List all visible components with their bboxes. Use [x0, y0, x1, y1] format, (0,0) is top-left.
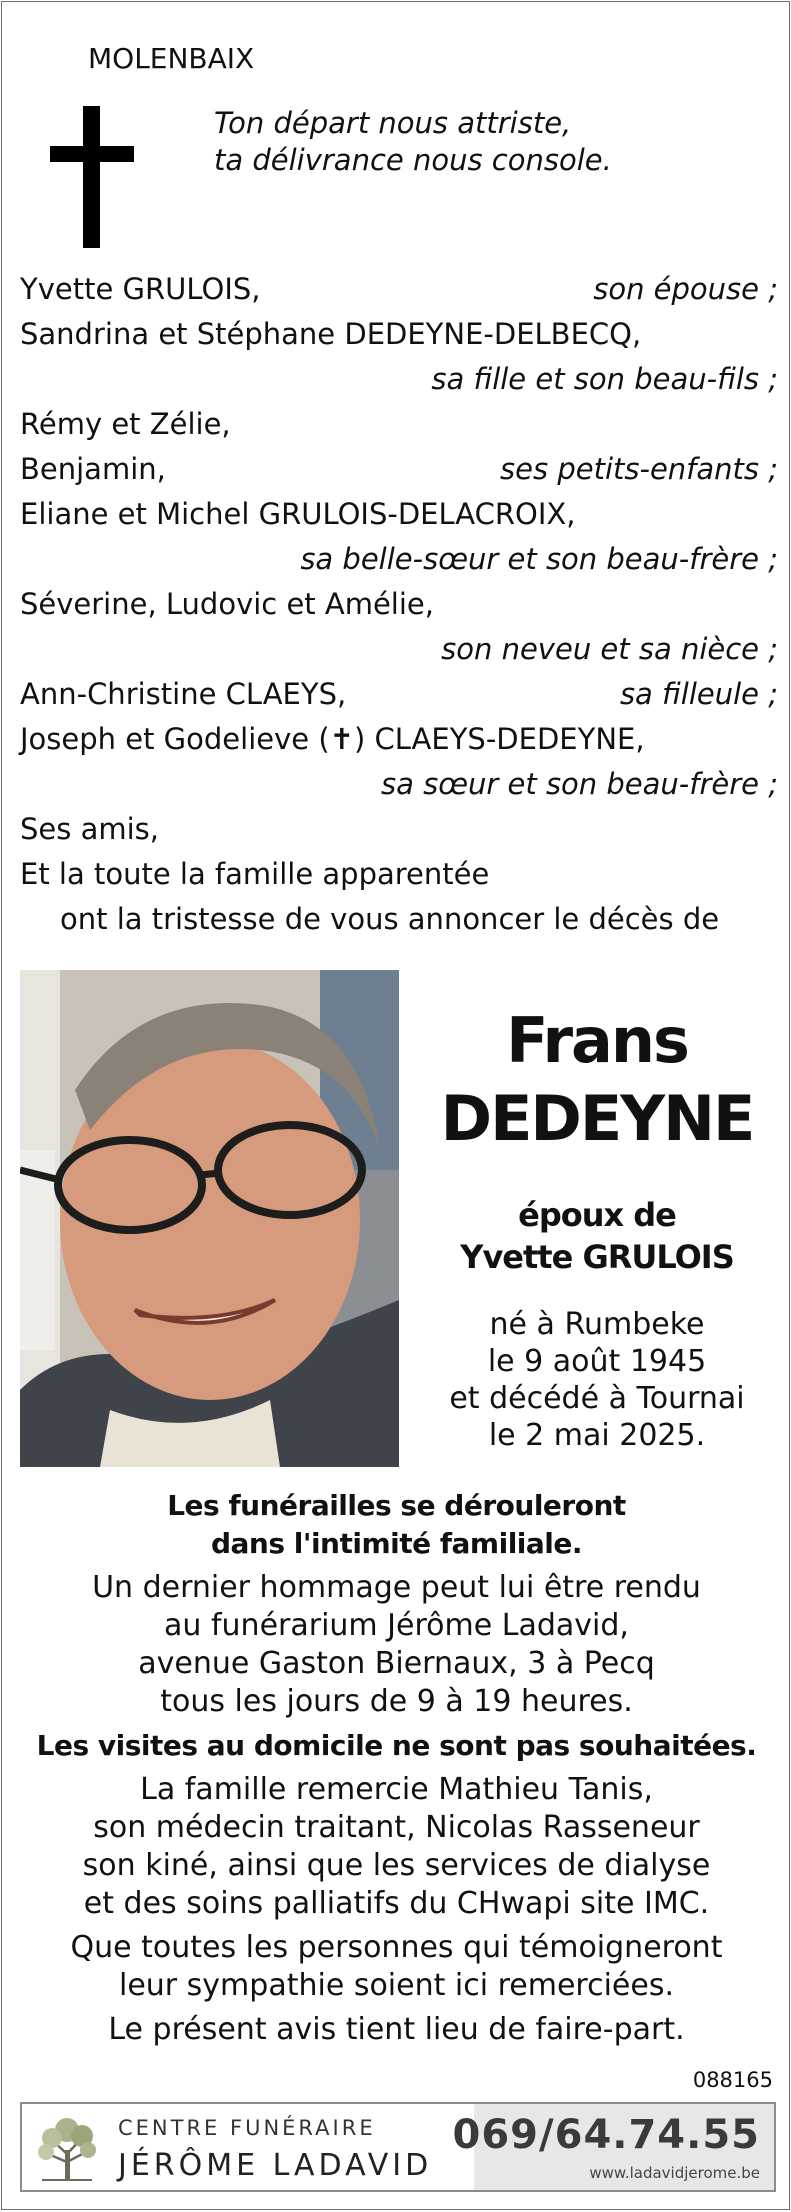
family-row — [20, 583, 778, 628]
bio-line: né à Rumbeke — [489, 1307, 705, 1342]
family-relation: sa sœur et son beau-frère ; — [380, 767, 778, 801]
contact-panel — [452, 2104, 774, 2190]
family-member: Benjamin, — [20, 452, 166, 486]
family-member: Yvette GRULOIS, — [20, 272, 261, 306]
family-row — [20, 673, 778, 718]
birth-death-info — [412, 1306, 782, 1454]
deceased-first-name: Frans — [506, 1004, 688, 1077]
funeral-home-banner — [20, 2102, 776, 2192]
spouse-line-2: Yvette GRULOIS — [460, 1238, 734, 1276]
family-member: Ann-Christine CLAEYS, — [20, 677, 347, 711]
family-member: Séverine, Ludovic et Amélie, — [20, 587, 434, 621]
family-relation: son épouse ; — [593, 272, 778, 306]
hommage-line: tous les jours de 9 à 19 heures. — [160, 1684, 633, 1719]
family-row — [20, 763, 778, 808]
epitaph-quote — [214, 105, 612, 179]
funeral-home-label: CENTRE FUNÉRAIRE — [118, 2116, 376, 2140]
family-member: Eliane et Michel GRULOIS-DELACROIX, — [20, 497, 576, 531]
phone-number: 069/64.74.55 — [452, 2112, 760, 2158]
spouse-line-1: époux de — [518, 1196, 676, 1234]
family-row — [20, 808, 778, 853]
funeral-home-name: JÉRÔME LADAVID — [118, 2148, 433, 2183]
family-row — [20, 448, 778, 493]
hommage-line: avenue Gaston Biernaux, 3 à Pecq — [138, 1646, 655, 1681]
family-member: Ses amis, — [20, 812, 159, 846]
spouse-info — [412, 1194, 782, 1278]
family-member: Sandrina et Stéphane DEDEYNE-DELBECQ, — [20, 317, 642, 351]
hommage-line: Un dernier hommage peut lui être rendu — [92, 1570, 701, 1605]
funeral-information — [2, 1487, 790, 2049]
sympathy-line: Que toutes les personnes qui témoigneront — [70, 1930, 723, 1965]
bio-line: le 9 août 1945 — [487, 1344, 707, 1379]
obituary-notice — [1, 1, 790, 2210]
family-member: Et la toute la famille apparentée — [20, 857, 490, 891]
family-row — [20, 403, 778, 448]
thanks-line: La famille remercie Mathieu Tanis, — [140, 1772, 653, 1807]
family-row — [20, 268, 778, 313]
thanks-line: son kiné, ainsi que les services de dialyse — [82, 1848, 711, 1883]
family-row — [20, 628, 778, 673]
family-relation: sa filleule ; — [619, 677, 778, 711]
faire-part-notice: Le présent avis tient lieu de faire-part. — [108, 2012, 685, 2047]
family-member: Rémy et Zélie, — [20, 407, 231, 441]
family-row — [20, 853, 778, 898]
family-relation: ses petits-enfants ; — [500, 452, 778, 486]
cross-icon — [50, 106, 134, 248]
bio-line: et décédé à Tournai — [449, 1381, 745, 1416]
family-member: Joseph et Godelieve (✝) CLAEYS-DEDEYNE, — [20, 722, 645, 756]
town-name: MOLENBAIX — [88, 42, 255, 75]
deceased-details — [412, 1002, 782, 1454]
family-row — [20, 493, 778, 538]
epitaph-line-2: ta délivrance nous console. — [214, 143, 612, 177]
family-row — [20, 313, 778, 358]
announcement-row — [20, 898, 778, 943]
funeral-bold-line: Les funérailles se dérouleront — [167, 1489, 626, 1522]
reference-number: 088165 — [692, 2068, 773, 2092]
family-relation: sa belle-sœur et son beau-frère ; — [300, 542, 778, 576]
family-row — [20, 358, 778, 403]
epitaph-line-1: Ton départ nous attriste, — [214, 106, 572, 140]
funeral-bold-line: dans l'intimité familiale. — [210, 1527, 583, 1560]
hommage-line: au funérarium Jérôme Ladavid, — [164, 1608, 629, 1643]
family-row — [20, 718, 778, 763]
sympathy-line: leur sympathie soient ici remerciées. — [119, 1968, 674, 2003]
bio-line: le 2 mai 2025. — [488, 1418, 706, 1453]
tree-logo-icon — [34, 2110, 100, 2184]
family-row — [20, 538, 778, 583]
family-relation: son neveu et sa nièce ; — [441, 632, 778, 666]
family-list — [20, 268, 778, 943]
visits-notice: Les visites au domicile ne sont pas souhaitées. — [36, 1729, 757, 1762]
deceased-last-name: DEDEYNE — [440, 1082, 754, 1155]
thanks-line: son médecin traitant, Nicolas Rasseneur — [93, 1810, 700, 1845]
family-relation: sa fille et son beau-fils ; — [431, 362, 778, 396]
announcement-text: ont la tristesse de vous annoncer le décès de — [60, 902, 720, 936]
deceased-portrait — [20, 970, 399, 1467]
thanks-line: et des soins palliatifs du CHwapi site IMC. — [83, 1886, 710, 1921]
website-link[interactable]: www.ladavidjerome.be — [589, 2164, 760, 2182]
